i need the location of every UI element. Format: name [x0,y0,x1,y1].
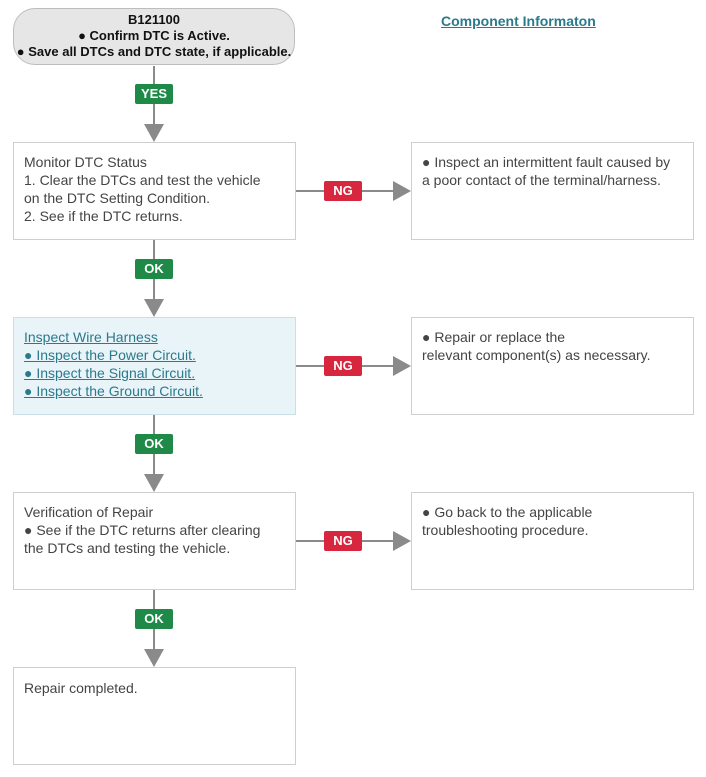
start-line-1: ● Confirm DTC is Active. [78,28,230,43]
arrow-right-3 [393,531,411,551]
ng-action-go-back [411,492,694,590]
action-line: a poor contact of the terminal/harness. [422,172,661,188]
step-verification-of-repair [13,492,296,590]
ng-badge-3: NG [324,531,362,551]
step-inspect-wire-harness [13,317,296,415]
step-title: Verification of Repair [24,504,154,520]
inspect-power-circuit-link[interactable]: ● Inspect the Power Circuit. [24,347,196,363]
step-line: the DTCs and testing the vehicle. [24,540,231,556]
step-line: 1. Clear the DTCs and test the vehicle [24,172,261,188]
arrow-down-3 [144,474,164,492]
component-information-link[interactable]: Component Informaton [441,13,596,29]
ng-action-intermittent-fault [411,142,694,240]
inspect-ground-circuit-link[interactable]: ● Inspect the Ground Circuit. [24,383,203,399]
ok-badge-3: OK [135,609,173,629]
start-node [13,8,295,65]
action-line: relevant component(s) as necessary. [422,347,651,363]
action-line: ● Repair or replace the [422,329,566,345]
inspect-wire-harness-link[interactable]: Inspect Wire Harness [24,329,158,345]
start-line-2: ● Save all DTCs and DTC state, if applicable. [16,44,292,59]
step-line: on the DTC Setting Condition. [24,190,210,206]
ok-badge-1: OK [135,259,173,279]
step-line: ● See if the DTC returns after clearing [24,522,261,538]
arrow-down-4 [144,649,164,667]
step-monitor-dtc-status [13,142,296,240]
action-line: troubleshooting procedure. [422,522,589,538]
arrow-down-1 [144,124,164,142]
ng-badge-1: NG [324,181,362,201]
action-line: ● Inspect an intermittent fault caused by [422,154,671,170]
ok-badge-2: OK [135,434,173,454]
step-repair-completed [13,667,296,765]
ng-badge-2: NG [324,356,362,376]
arrow-right-2 [393,356,411,376]
step-line: 2. See if the DTC returns. [24,208,183,224]
final-text: Repair completed. [24,680,138,696]
inspect-signal-circuit-link[interactable]: ● Inspect the Signal Circuit. [24,365,196,381]
ng-action-repair-replace [411,317,694,415]
arrow-down-2 [144,299,164,317]
yes-badge: YES [135,84,173,104]
action-line: ● Go back to the applicable [422,504,593,520]
dtc-code: B121100 [127,12,181,27]
step-title: Monitor DTC Status [24,154,147,170]
arrow-right-1 [393,181,411,201]
